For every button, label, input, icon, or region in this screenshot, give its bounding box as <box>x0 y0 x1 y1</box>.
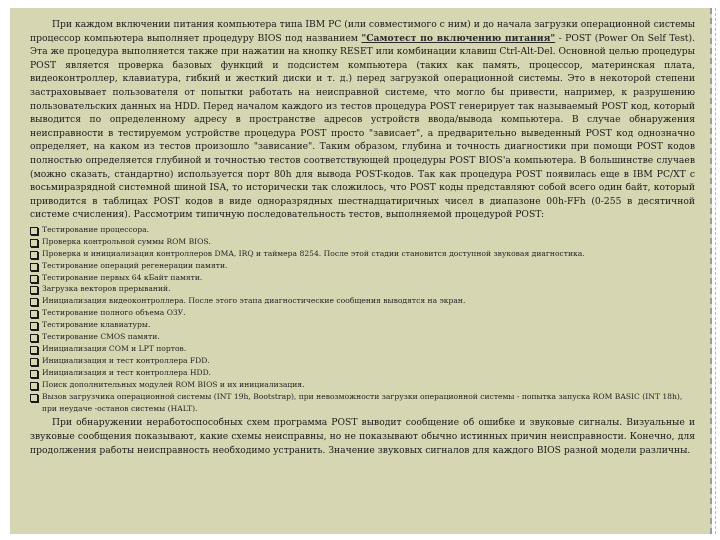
intro-paragraph <box>30 18 695 222</box>
checkbox-bullet-icon <box>30 334 38 342</box>
checkbox-bullet-icon <box>30 382 38 390</box>
list-item: Инициализация видеоконтроллера. После этого этапа диагностические сообщения выводятся на экран. <box>30 295 695 307</box>
checkbox-bullet-icon <box>30 358 38 366</box>
checkbox-bullet-icon <box>30 346 38 354</box>
list-item: Инициализация COM и LPT портов. <box>30 343 695 355</box>
list-item: Тестирование первых 64 кБайт памяти. <box>30 272 695 284</box>
list-item: Тестирование операций регенерации памяти. <box>30 260 695 272</box>
outro-paragraph: При обнаружении неработоспособных схем программа POST выводит сообщение об ошибке и звуковые сигналы. Визуальные и звуковые сообщения показывают, какие схемы неисправны, но не показывают обычно истинных причин неисправности. Конечно, для продолжения работы неисправность необходимо устранить. Значение звуковых сигналов для каждого BIOS разной модели различны. <box>30 417 695 456</box>
list-item: Проверка контрольной суммы ROM BIOS. <box>30 236 695 248</box>
list-item: Тестирование клавиатуры. <box>30 319 695 331</box>
checkbox-bullet-icon <box>30 239 38 247</box>
list-item: Тестирование CMOS памяти. <box>30 331 695 343</box>
list-item: Загрузка векторов прерываний. <box>30 283 695 295</box>
intro-text-before: При каждом включении питания компьютера типа IBM PC (или совместимого с ним) и до начала загрузки операционной системы процессор компьютера выполняет процедуру BIOS под названием <box>30 19 695 44</box>
list-item: Инициализация и тест контроллера HDD. <box>30 367 695 379</box>
list-item: Проверка и инициализация контроллеров DMA, IRQ и таймера 8254. После этой стадии становится доступной звуковая диагностика. <box>30 248 695 260</box>
list-item: Тестирование полного объема ОЗУ. <box>30 307 695 319</box>
checkbox-bullet-icon <box>30 370 38 378</box>
intro-text-after: - POST (Power On Self Test). Эта же процедура выполняется также при нажатии на кнопку RESET или комбинации клавиш Ctrl-Alt-Del. Основной целью процедуры POST является проверка базовых функций и подсистем компьютера (таких как память, процессор, материнская плата, видеоконтроллер, клавиатура, гибкий и жесткий диски и т. д.) перед загрузкой операционной системы. Это в некоторой степени застраховывает пользователя от попытки работать на неисправной системе, что могло бы привести, например, к разрушению пользовательских данных на HDD. Перед началом каждого из тестов процедура POST генерирует так называемый POST код, который выводится по определенному адресу в пространстве адресов устройств ввода/вывода компьютера. В случае обнаружения неисправности в тестируемом устройстве процедура POST просто "зависает", а предварительно выведенный POST код однозначно определяет, на каком из тестов произошло "зависание". Таким образом, глубина и точность диагностики при помощи POST кодов полностью определяется глубиной и точностью тестов соответствующей процедуры POST BIOS'a компьютера. В большинстве случаев (можно сказать, стандартно) используется порт 80h для вывода POST-кодов. Так как процедура POST появилась еще в IBM PC/XT с восьмиразрядной системной шиной ISA, то исторически так сложилось, что POST коды представляют собой всего один байт, который приводится в таблицах POST кодов в виде одноразрядных шестнадцатиричных чисел в диапазоне 00h-FFh (0-255 в десятичной системе счисления). Рассмотрим типичную последовательность тестов, выполняемой процедурой POST: <box>30 32 695 221</box>
slide-page <box>10 8 712 534</box>
checkbox-bullet-icon <box>30 394 38 402</box>
checkbox-bullet-icon <box>30 263 38 271</box>
checkbox-bullet-icon <box>30 298 38 306</box>
list-item: Тестирование процессора. <box>30 224 695 236</box>
checkbox-bullet-icon <box>30 310 38 318</box>
post-test-list <box>30 224 695 415</box>
document-body <box>30 18 695 457</box>
checkbox-bullet-icon <box>30 251 38 259</box>
checkbox-bullet-icon <box>30 322 38 330</box>
checkbox-bullet-icon <box>30 275 38 283</box>
list-item: Инициализация и тест контроллера FDD. <box>30 355 695 367</box>
checkbox-bullet-icon <box>30 227 38 235</box>
checkbox-bullet-icon <box>30 286 38 294</box>
list-item: Вызов загрузчика операционной системы (INT 19h, Bootstrap), при невозможности загрузки операционной системы - попытка запуска ROM BASIC (INT 18h), при неудаче -останов системы (HALT). <box>30 391 695 415</box>
intro-highlight: "Самотест по включению питания" <box>361 32 556 44</box>
list-item: Поиск дополнительных модулей ROM BIOS и их инициализация. <box>30 379 695 391</box>
